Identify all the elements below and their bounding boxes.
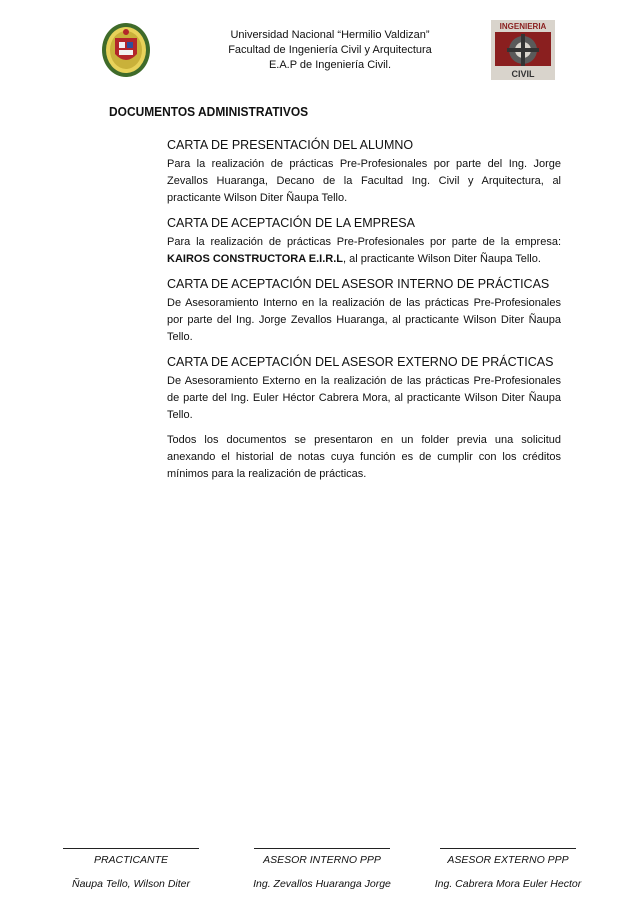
institution-heading <box>180 28 480 73</box>
item-body <box>167 234 561 268</box>
item-body-text: , al practicante Wilson Diter Ñaupa Tello. <box>343 253 541 265</box>
document-item <box>167 354 561 424</box>
item-body: De Asesoramiento Externo en la realización de las prácticas Pre-Profesionales de parte del Ing. Euler Héctor Cabrera Mora, al practicante Wilson Diter Ñaupa Tello. <box>167 375 561 421</box>
item-body-text: Para la realización de prácticas Pre-Profesionales por parte de la empresa: <box>167 236 561 248</box>
document-item <box>167 215 561 268</box>
item-title: CARTA DE ACEPTACIÓN DE LA EMPRESA <box>167 216 415 230</box>
item-title: CARTA DE ACEPTACIÓN DEL ASESOR EXTERNO DE PRÁCTICAS <box>167 355 554 369</box>
document-content <box>167 137 561 494</box>
faculty-name: Facultad de Ingeniería Civil y Arquitectura <box>228 44 432 56</box>
page-header <box>0 0 638 110</box>
signature-line <box>63 848 199 849</box>
signature-asesor-externo <box>428 848 588 891</box>
signature-name: Ing. Zevallos Huaranga Jorge <box>253 878 391 890</box>
school-name: E.A.P de Ingeniería Civil. <box>268 59 392 71</box>
item-body: De Asesoramiento Interno en la realización de las prácticas Pre-Profesionales por parte del Ing. Jorge Zevallos Huaranga, al practicante Wilson Diter Ñaupa Tello. <box>167 297 561 343</box>
item-title: CARTA DE PRESENTACIÓN DEL ALUMNO <box>167 138 414 152</box>
item-body: Para la realización de prácticas Pre-Profesionales por parte del Ing. Jorge Zevallos Huaranga, Decano de la Facultad Ing. Civil y Arquitectura, al practicante Wilson Diter Ñaupa Tello. <box>167 158 561 204</box>
logo-text-top: INGENIERIA <box>499 22 547 31</box>
signature-role: ASESOR INTERNO PPP <box>263 854 381 866</box>
document-item <box>167 137 561 207</box>
signature-asesor-interno <box>248 848 396 891</box>
closing-paragraph: Todos los documentos se presentaron en un folder previa una solicitud anexando el historial de notas cuya función es de cumplir con los créditos mínimos para la realización de prácticas. <box>167 434 561 480</box>
document-item <box>167 276 561 346</box>
signature-line <box>440 848 576 849</box>
signature-line <box>254 848 390 849</box>
signature-name: Ing. Cabrera Mora Euler Hector <box>434 878 582 890</box>
signature-name: Ñaupa Tello, Wilson Diter <box>72 878 190 890</box>
company-name: KAIROS CONSTRUCTORA E.I.R.L <box>167 253 344 265</box>
section-title: DOCUMENTOS ADMINISTRATIVOS <box>109 104 309 119</box>
signature-role: ASESOR EXTERNO PPP <box>447 854 569 866</box>
signature-role: PRACTICANTE <box>93 854 169 866</box>
university-seal-icon <box>101 22 151 78</box>
ingenieria-civil-logo-icon <box>489 18 557 82</box>
signature-practicante <box>62 848 200 891</box>
logo-text-bottom: CIVIL <box>511 69 535 79</box>
item-title: CARTA DE ACEPTACIÓN DEL ASESOR INTERNO DE PRÁCTICAS <box>167 277 550 291</box>
university-name: Universidad Nacional “Hermilio Valdizan” <box>230 29 430 41</box>
